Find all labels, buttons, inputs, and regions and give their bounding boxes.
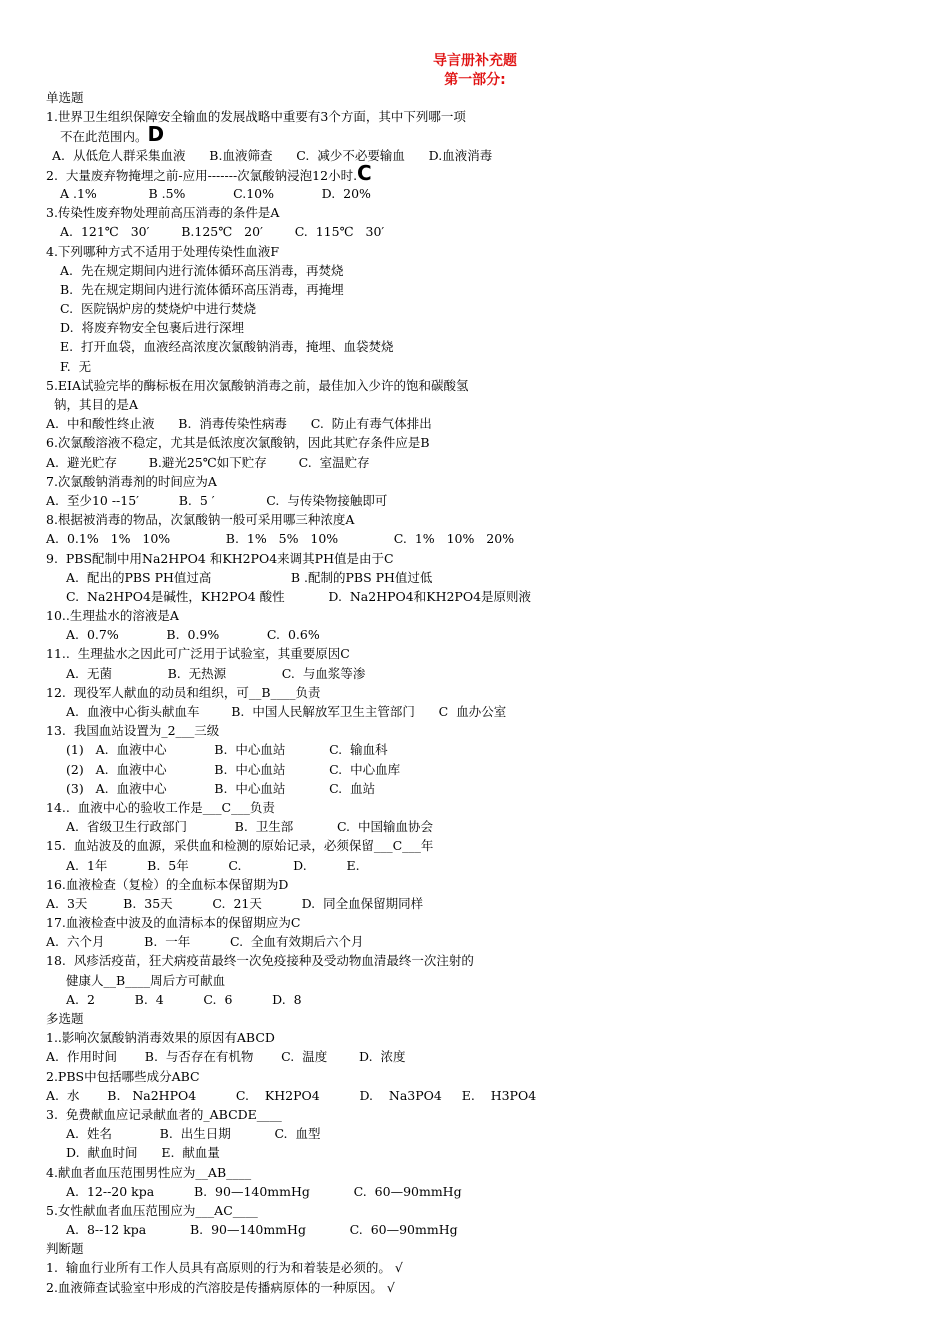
text-line bbox=[46, 261, 906, 280]
text-line bbox=[46, 1182, 906, 1201]
line-text: A. 姓名 B. 出生日期 C. 血型 bbox=[66, 1126, 321, 1142]
text-line bbox=[46, 817, 906, 836]
line-text: 4.下列哪种方式不适用于处理传染性血液F bbox=[46, 243, 280, 259]
line-text: 11.. 生理盐水之因此可广泛用于试验室，其重要原因C bbox=[46, 646, 350, 662]
text-line bbox=[46, 894, 906, 913]
text-line bbox=[46, 510, 906, 529]
line-text: 5.EIA试验完毕的酶标板在用次氯酸钠消毒之前，最佳加入少许的饱和碳酸氢 bbox=[46, 377, 469, 393]
text-line bbox=[46, 529, 906, 548]
line-text: 健康人__B____周后方可献血 bbox=[66, 972, 226, 988]
text-line bbox=[46, 1009, 906, 1028]
line-text: 16.血液检查（复检）的全血标本保留期为D bbox=[46, 876, 289, 892]
line-text: 不在此范围内。 bbox=[60, 129, 148, 145]
text-line bbox=[46, 222, 906, 241]
answer-mark: D bbox=[147, 122, 165, 147]
text-line bbox=[46, 337, 906, 356]
line-text: 2.PBS中包括哪些成分ABC bbox=[46, 1068, 200, 1084]
text-line bbox=[46, 491, 906, 510]
text-line bbox=[46, 1028, 906, 1047]
line-text: A. 省级卫生行政部门 B. 卫生部 C. 中国输血协会 bbox=[66, 819, 433, 835]
line-text: A. 六个月 B. 一年 C. 全血有效期后六个月 bbox=[46, 934, 364, 950]
line-text: 15. 血站波及的血源，采供血和检测的原始记录，必须保留___C___年 bbox=[46, 838, 434, 854]
line-text: 5.女性献血者血压范围应为___AC____ bbox=[46, 1202, 258, 1218]
text-line bbox=[46, 1143, 906, 1162]
text-line bbox=[46, 184, 906, 203]
text-line bbox=[46, 1086, 906, 1105]
question-list bbox=[46, 88, 906, 1297]
line-text: A. 121℃ 30′ B.125℃ 20′ C. 115℃ 30′ bbox=[60, 224, 385, 240]
text-line bbox=[46, 875, 906, 894]
line-text: A. 1年 B. 5年 C. D. E. bbox=[66, 857, 360, 873]
document-subtitle: 第一部分: bbox=[444, 72, 506, 88]
text-line bbox=[46, 913, 906, 932]
text-line bbox=[46, 357, 906, 376]
line-text: A. 水 B. Na2HPO4 C. KH2PO4 D. Na3PO4 E. H3PO4 bbox=[46, 1087, 537, 1103]
line-text: A. 无菌 B. 无热源 C. 与血浆等渗 bbox=[66, 665, 366, 681]
text-line bbox=[46, 549, 906, 568]
line-text: A. 中和酸性终止液 B. 消毒传染性病毒 C. 防止有毒气体排出 bbox=[46, 416, 432, 432]
text-line bbox=[46, 1124, 906, 1143]
text-line bbox=[46, 160, 906, 185]
line-text: D. 将废弃物安全包裹后进行深埋 bbox=[60, 320, 244, 336]
text-line bbox=[46, 990, 906, 1009]
line-text: 3. 免费献血应记录献血者的_ABCDE____ bbox=[46, 1106, 282, 1122]
text-line bbox=[46, 779, 906, 798]
line-text: 1..影响次氯酸钠消毒效果的原因有ABCD bbox=[46, 1030, 275, 1046]
text-line bbox=[46, 1047, 906, 1066]
text-line bbox=[46, 376, 906, 395]
text-line bbox=[46, 587, 906, 606]
line-text: 1. 输血行业所有工作人员具有高原则的行为和着装是必须的。 √ bbox=[46, 1260, 403, 1276]
line-text: 14.. 血液中心的验收工作是___C___负责 bbox=[46, 799, 275, 815]
line-text: F. 无 bbox=[60, 358, 92, 374]
answer-mark: C bbox=[357, 160, 372, 185]
text-line bbox=[46, 971, 906, 990]
text-line bbox=[46, 1258, 906, 1277]
line-text: A. 至少10 --15′ B. 5 ′ C. 与传染物接触即可 bbox=[46, 492, 388, 508]
text-line bbox=[46, 203, 906, 222]
text-line bbox=[46, 606, 906, 625]
line-text: C. 医院锅炉房的焚烧炉中进行焚烧 bbox=[60, 301, 257, 317]
line-text: A. 作用时间 B. 与否存在有机物 C. 温度 D. 浓度 bbox=[46, 1049, 406, 1065]
text-line bbox=[46, 242, 906, 261]
line-text: A. 从低危人群采集血液 B.血液筛查 C. 减少不必要输血 D.血液消毒 bbox=[52, 147, 493, 163]
text-line bbox=[46, 88, 906, 107]
text-line bbox=[46, 740, 906, 759]
text-line bbox=[46, 951, 906, 970]
text-line bbox=[46, 1278, 906, 1297]
line-text: E. 打开血袋，血液经高浓度次氯酸钠消毒，掩埋、血袋焚烧 bbox=[60, 339, 394, 355]
text-line bbox=[46, 122, 906, 147]
text-line bbox=[46, 798, 906, 817]
line-text: A. 先在规定期间内进行流体循环高压消毒，再焚烧 bbox=[60, 262, 344, 278]
line-text: A. 2 B. 4 C. 6 D. 8 bbox=[66, 991, 302, 1007]
line-text: 3.传染性废弃物处理前高压消毒的条件是A bbox=[46, 205, 280, 221]
line-text: (3) A. 血液中心 B. 中心血站 C. 血站 bbox=[66, 780, 376, 796]
text-line bbox=[46, 1105, 906, 1124]
line-text: A. 血液中心街头献血车 B. 中国人民解放军卫生主管部门 C 血办公室 bbox=[66, 704, 507, 719]
text-line bbox=[46, 107, 906, 126]
text-line bbox=[46, 625, 906, 644]
text-line bbox=[46, 1239, 906, 1258]
line-text: 钠，其目的是A bbox=[54, 397, 139, 412]
line-text: (1) A. 血液中心 B. 中心血站 C. 输血科 bbox=[66, 742, 388, 758]
line-text: (2) A. 血液中心 B. 中心血站 C. 中心血库 bbox=[66, 761, 401, 777]
text-line bbox=[46, 1067, 906, 1086]
text-line bbox=[46, 721, 906, 740]
text-line bbox=[46, 453, 906, 472]
line-text: 1.世界卫生组织保障安全输血的发展战略中重要有3个方面，其中下列哪一项 bbox=[46, 109, 466, 125]
line-text: 单选题 bbox=[46, 90, 84, 105]
line-text: 13. 我国血站设置为_2___三级 bbox=[46, 723, 220, 739]
text-line bbox=[46, 433, 906, 452]
line-text: A. 3天 B. 35天 C. 21天 D. 同全血保留期同样 bbox=[46, 895, 424, 911]
text-line bbox=[46, 318, 906, 337]
text-line bbox=[46, 932, 906, 951]
line-text: A. 配出的PBS PH值过高 B .配制的PBS PH值过低 bbox=[66, 569, 433, 585]
line-text: 17.血液检查中波及的血清标本的保留期应为C bbox=[46, 915, 301, 931]
text-line bbox=[46, 1220, 906, 1239]
line-text: 10..生理盐水的溶液是A bbox=[46, 608, 179, 624]
line-text: 6.次氯酸溶液不稳定，尤其是低浓度次氯酸钠，因此其贮存条件应是B bbox=[46, 435, 430, 451]
text-line bbox=[46, 1201, 906, 1220]
text-line bbox=[46, 568, 906, 587]
line-text: C. Na2HPO4是碱性，KH2PO4 酸性 D. Na2HPO4和KH2PO4是原则液 bbox=[66, 588, 532, 604]
line-text: 多选题 bbox=[46, 1011, 84, 1026]
text-line bbox=[46, 472, 906, 491]
line-text: 12. 现役军人献血的动员和组织，可__B____负责 bbox=[46, 684, 321, 700]
text-line bbox=[46, 836, 906, 855]
text-line bbox=[46, 1163, 906, 1182]
line-text: 2.血液筛查试验室中形成的汽溶胶是传播病原体的一种原因。 √ bbox=[46, 1279, 395, 1295]
text-line bbox=[46, 683, 906, 702]
document-title: 导言册补充题 bbox=[433, 53, 517, 69]
line-text: 2. 大量废弃物掩埋之前-应用-------次氯酸钠浸泡12小时. bbox=[46, 167, 358, 183]
line-text: 7.次氯酸钠消毒剂的时间应为A bbox=[46, 473, 217, 489]
text-line bbox=[46, 299, 906, 318]
text-line bbox=[46, 146, 906, 165]
line-text: 4.献血者血压范围男性应为__AB____ bbox=[46, 1164, 252, 1180]
line-text: B. 先在规定期间内进行流体循环高压消毒，再掩埋 bbox=[60, 281, 344, 297]
line-text: A .1% B .5% C.10% D. 20% bbox=[60, 185, 371, 201]
text-line bbox=[46, 856, 906, 875]
line-text: 18. 风疹活疫苗，狂犬病疫苗最终一次免疫接种及受动物血清最终一次注射的 bbox=[46, 953, 474, 969]
text-line bbox=[46, 414, 906, 433]
text-line bbox=[46, 395, 906, 414]
text-line bbox=[46, 760, 906, 779]
line-text: A. 0.1% 1% 10% B. 1% 5% 10% C. 1% 10% 20% bbox=[46, 531, 515, 547]
line-text: 8.根据被消毒的物品，次氯酸钠一般可采用哪三种浓度A bbox=[46, 512, 355, 528]
line-text: A. 8--12 kpa B. 90—140mmHg C. 60—90mmHg bbox=[66, 1222, 458, 1238]
text-line bbox=[46, 644, 906, 663]
line-text: A. 12--20 kpa B. 90—140mmHg C. 60—90mmHg bbox=[66, 1183, 462, 1199]
text-line bbox=[46, 702, 906, 721]
line-text: A. 避光贮存 B.避光25℃如下贮存 C. 室温贮存 bbox=[46, 454, 370, 470]
line-text: 判断题 bbox=[46, 1241, 84, 1257]
text-line bbox=[46, 280, 906, 299]
line-text: 9. PBS配制中用Na2HPO4 和KH2PO4来调其PH值是由于C bbox=[46, 550, 394, 566]
text-line bbox=[46, 664, 906, 683]
line-text: D. 献血时间 E. 献血量 bbox=[66, 1145, 220, 1161]
line-text: A. 0.7% B. 0.9% C. 0.6% bbox=[66, 627, 320, 643]
